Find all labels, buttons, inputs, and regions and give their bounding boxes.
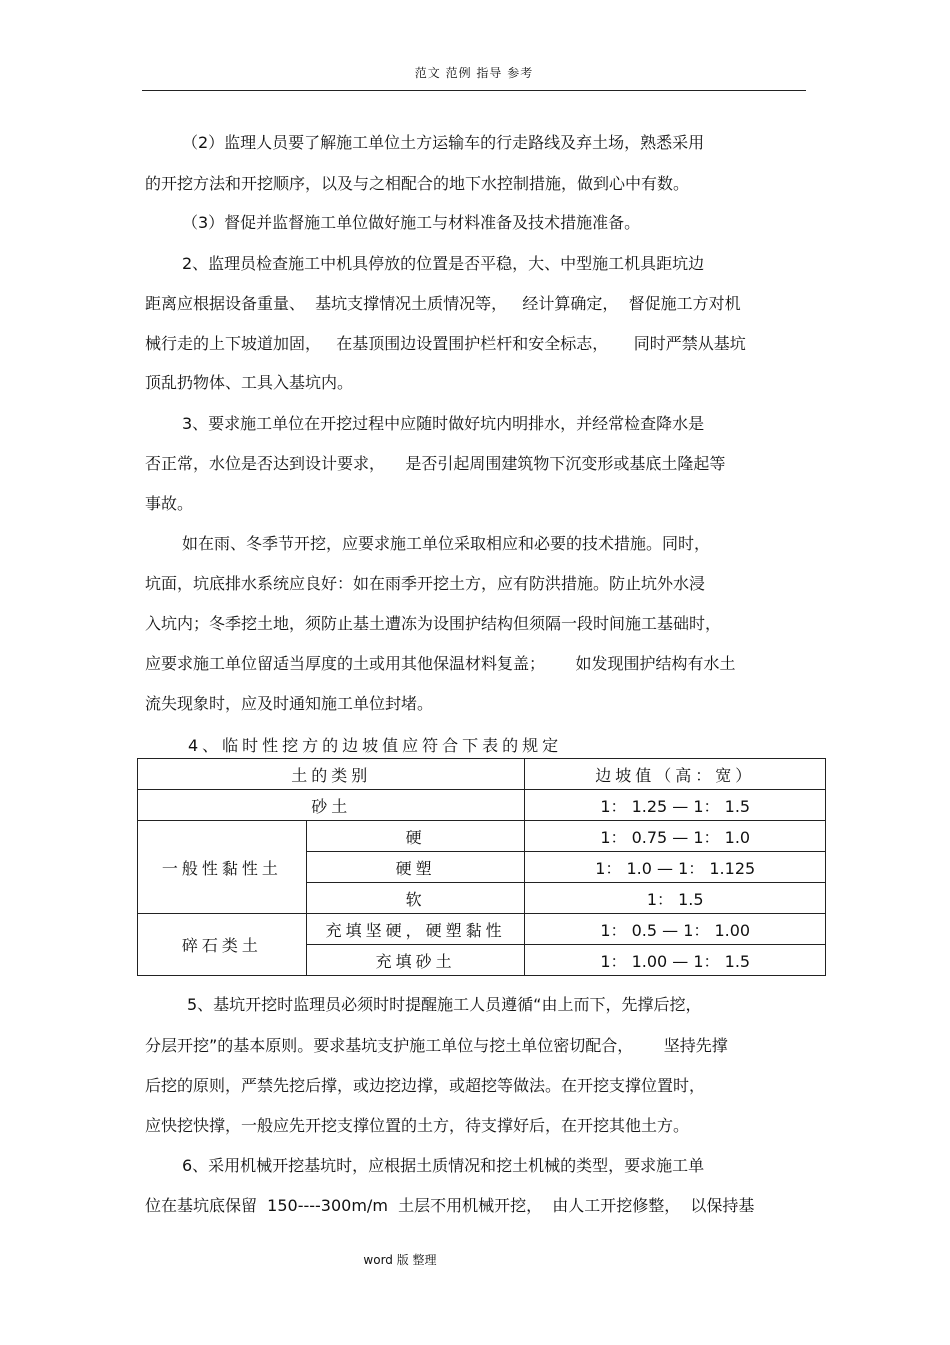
paragraph-line: 否正常，水位是否达到设计要求， 是否引起周围建筑物下沉变形或基底土隆起等 <box>145 454 726 473</box>
soil-subtype-cell: 软 <box>306 883 525 914</box>
slope-value-cell: 1： 0.75 — 1： 1.0 <box>525 821 826 852</box>
table-row <box>138 914 826 945</box>
paragraph-line: （3）督促并监督施工单位做好施工与材料准备及技术措施准备。 <box>182 213 641 232</box>
paragraph-line: 后挖的原则，严禁先挖后撑，或边挖边撑，或超挖等做法。在开挖支撑位置时， <box>145 1076 706 1095</box>
slope-value-cell: 1： 1.5 <box>525 883 826 914</box>
slope-value-cell: 1： 1.00 — 1： 1.5 <box>525 945 826 976</box>
paragraph-line: 应快挖快撑，一般应先开挖支撑位置的土方，待支撑好后，在开挖其他土方。 <box>145 1116 690 1135</box>
paragraph-line: 5、基坑开挖时监理员必须时时提醒施工人员遵循“由上而下，先撑后挖， <box>187 995 702 1014</box>
table-caption: 4、临时性挖方的边坡值应符合下表的规定 <box>188 736 563 755</box>
paragraph-line: 3、要求施工单位在开挖过程中应随时做好坑内明排水，并经常检查降水是 <box>182 414 705 433</box>
soil-subtype-cell: 硬塑 <box>306 852 525 883</box>
slope-table <box>137 758 826 976</box>
slope-value-cell: 1： 0.5 — 1： 1.00 <box>525 914 826 945</box>
soil-type-cell: 碎石类土 <box>138 914 307 976</box>
paragraph-line: 2、监理员检查施工中机具停放的位置是否平稳，大、中型施工机具距坑边 <box>182 254 705 273</box>
table-row <box>138 821 826 852</box>
table-header-row <box>138 759 826 790</box>
paragraph-line: 如在雨、冬季节开挖，应要求施工单位采取相应和必要的技术措施。同时， <box>182 534 711 553</box>
header-slope-value: 边坡值（高：宽） <box>525 759 826 790</box>
page-header: 范文 范例 指导 参考 <box>414 66 534 80</box>
slope-value-cell: 1： 1.0 — 1： 1.125 <box>525 852 826 883</box>
paragraph-line: 位在基坑底保留 150----300m/m 土层不用机械开挖， 由人工开挖修整， 以保持基 <box>145 1196 755 1215</box>
paragraph-line: 事故。 <box>145 494 194 513</box>
paragraph-line: 入坑内；冬季挖土地，须防止基土遭冻为设围护结构但须隔一段时间施工基础时， <box>145 614 722 633</box>
paragraph-line: （2）监理人员要了解施工单位土方运输车的行走路线及弃土场，熟悉采用 <box>182 133 705 152</box>
paragraph-line: 应要求施工单位留适当厚度的土或用其他保温材料复盖； 如发现围护结构有水土 <box>145 654 736 673</box>
table-row <box>138 790 826 821</box>
soil-type-cell: 一般性黏性土 <box>138 821 307 914</box>
paragraph-line: 流失现象时，应及时通知施工单位封堵。 <box>145 694 434 713</box>
soil-subtype-cell: 充填坚硬，硬塑黏性 <box>306 914 525 945</box>
paragraph-line: 的开挖方法和开挖顺序，以及与之相配合的地下水控制措施，做到心中有数。 <box>145 174 690 193</box>
paragraph-line: 顶乱扔物体、工具入基坑内。 <box>145 373 354 392</box>
soil-subtype-cell: 硬 <box>306 821 525 852</box>
soil-subtype-cell: 充填砂土 <box>306 945 525 976</box>
paragraph-line: 6、采用机械开挖基坑时，应根据土质情况和挖土机械的类型，要求施工单 <box>182 1156 705 1175</box>
paragraph-line: 坑面，坑底排水系统应良好：如在雨季开挖土方，应有防洪措施。防止坑外水浸 <box>145 574 706 593</box>
soil-type-cell: 砂土 <box>138 790 525 821</box>
header-soil-type: 土的类别 <box>138 759 525 790</box>
paragraph-line: 械行走的上下坡道加固， 在基顶围边设置围护栏杆和安全标志， 同时严禁从基坑 <box>145 334 746 353</box>
slope-value-cell: 1： 1.25 — 1： 1.5 <box>525 790 826 821</box>
paragraph-line: 分层开挖”的基本原则。要求基坑支护施工单位与挖土单位密切配合， 坚持先撑 <box>145 1036 728 1055</box>
paragraph-line: 距离应根据设备重量、 基坑支撑情况土质情况等， 经计算确定， 督促施工方对机 <box>145 294 741 313</box>
header-divider <box>142 90 806 91</box>
page-footer: word 版 整理 <box>363 1253 437 1267</box>
